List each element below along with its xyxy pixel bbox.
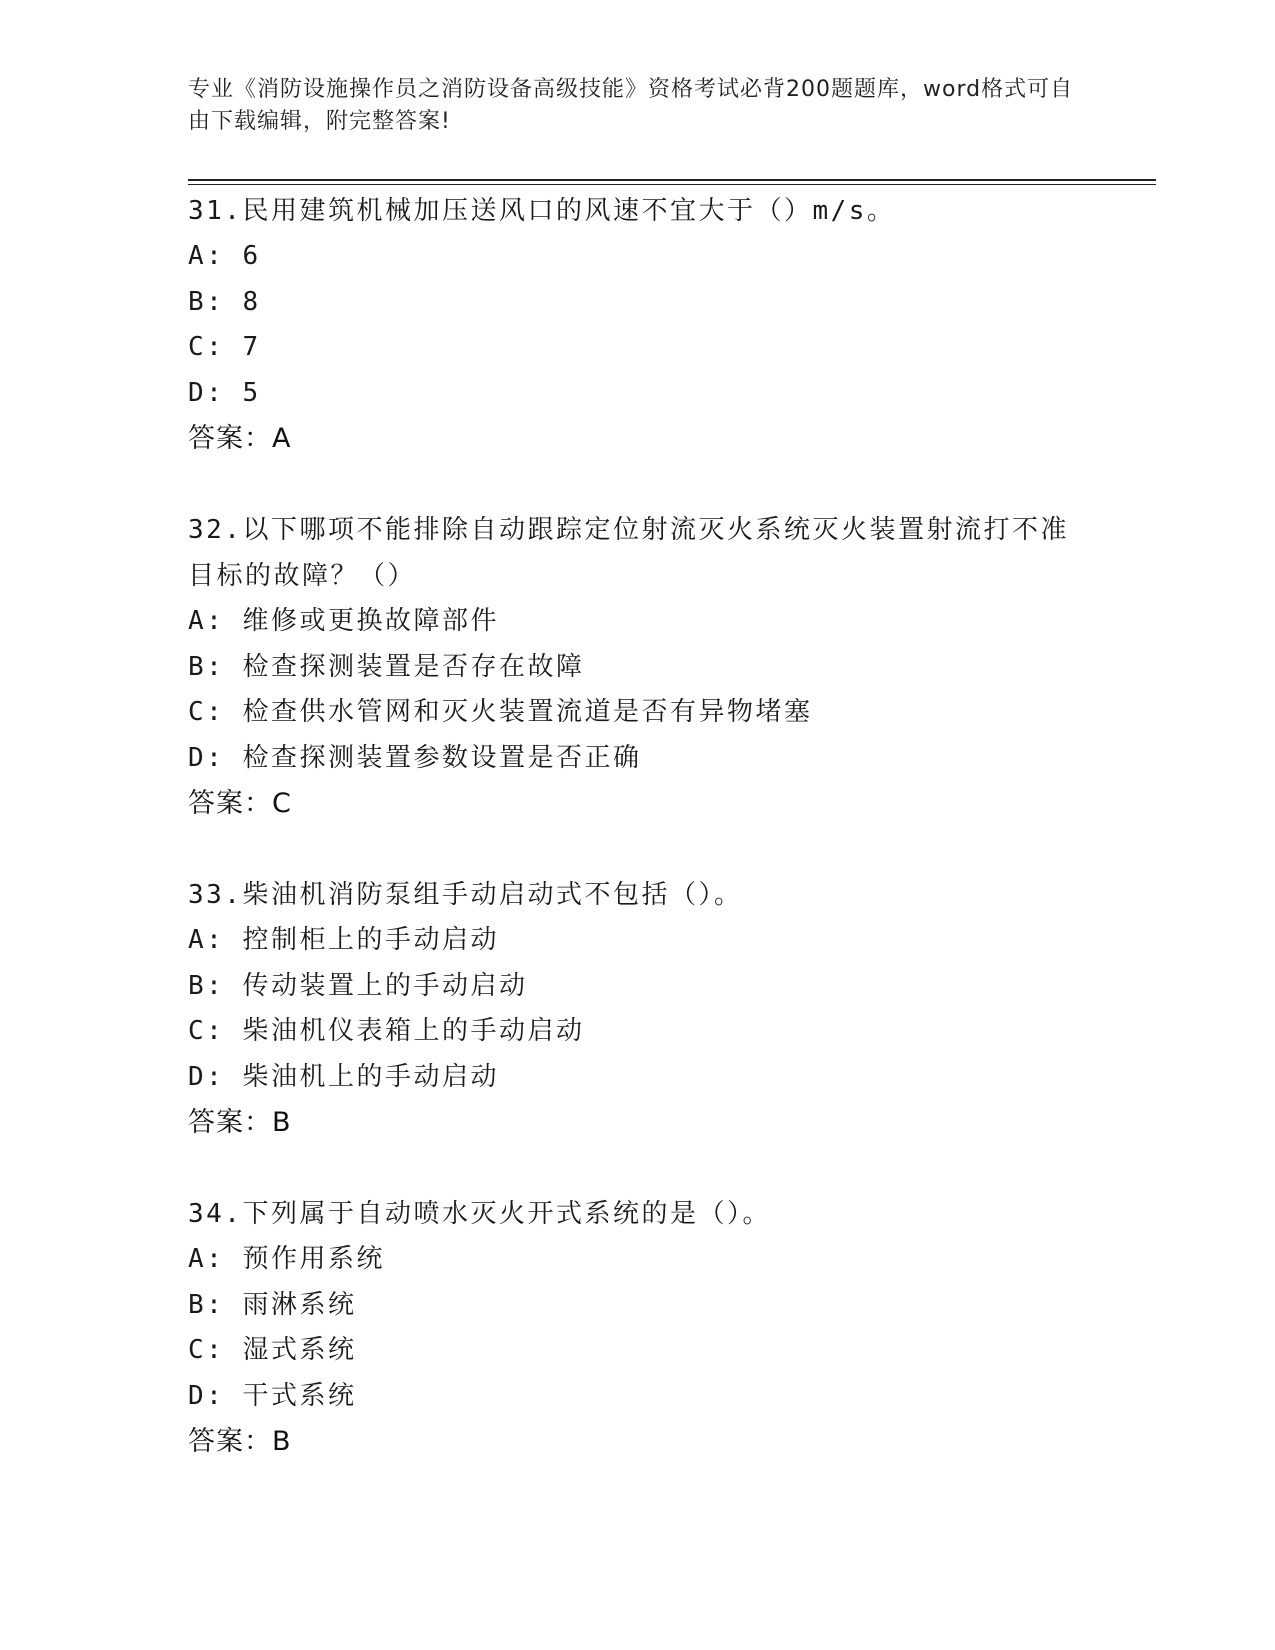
- option-c: C: 检查供水管网和灭火装置流道是否有异物堵塞: [188, 697, 813, 727]
- question-stem: 34.下列属于自动喷水灭火开式系统的是（）。: [188, 1199, 771, 1229]
- option-c: C: 柴油机仪表箱上的手动启动: [188, 1016, 585, 1046]
- answer-line: 答案：A: [188, 423, 292, 454]
- option-a: A: 控制柜上的手动启动: [188, 925, 499, 955]
- option-a: A: 6: [188, 241, 261, 271]
- option-d: D: 检查探测装置参数设置是否正确: [188, 742, 642, 773]
- question-list: [188, 188, 1088, 1510]
- option-c: C: 7: [188, 332, 261, 362]
- option-d: D: 柴油机上的手动启动: [188, 1061, 499, 1092]
- option-c: C: 湿式系统: [188, 1335, 357, 1365]
- option-b: B: 8: [188, 286, 261, 317]
- question-stem: 31.民用建筑机械加压送风口的风速不宜大于（）m/s。: [188, 196, 896, 226]
- option-a: A: 维修或更换故障部件: [188, 606, 499, 636]
- question-item: [188, 1191, 1088, 1465]
- question-stem: 33.柴油机消防泵组手动启动式不包括（）。: [188, 880, 743, 910]
- option-a: A: 预作用系统: [188, 1244, 385, 1274]
- option-b: B: 检查探测装置是否存在故障: [188, 651, 585, 682]
- question-item: [188, 872, 1088, 1146]
- answer-line: 答案：B: [188, 1426, 292, 1457]
- option-d: D: 5: [188, 377, 261, 408]
- header-divider-thick: [188, 179, 1156, 181]
- question-item: [188, 507, 1088, 827]
- option-d: D: 干式系统: [188, 1380, 357, 1411]
- document-header: 专业《消防设施操作员之消防设备高级技能》资格考试必背200题题库，word格式可自由下载编辑，附完整答案!: [188, 77, 1074, 134]
- option-b: B: 传动装置上的手动启动: [188, 970, 528, 1001]
- question-stem: 32.以下哪项不能排除自动跟踪定位射流灭火系统灭火装置射流打不准目标的故障？（）: [188, 515, 1069, 591]
- option-b: B: 雨淋系统: [188, 1289, 357, 1320]
- header-divider-thin: [188, 184, 1156, 185]
- question-item: [188, 188, 1088, 462]
- answer-line: 答案：B: [188, 1107, 292, 1138]
- answer-line: 答案：C: [188, 788, 292, 819]
